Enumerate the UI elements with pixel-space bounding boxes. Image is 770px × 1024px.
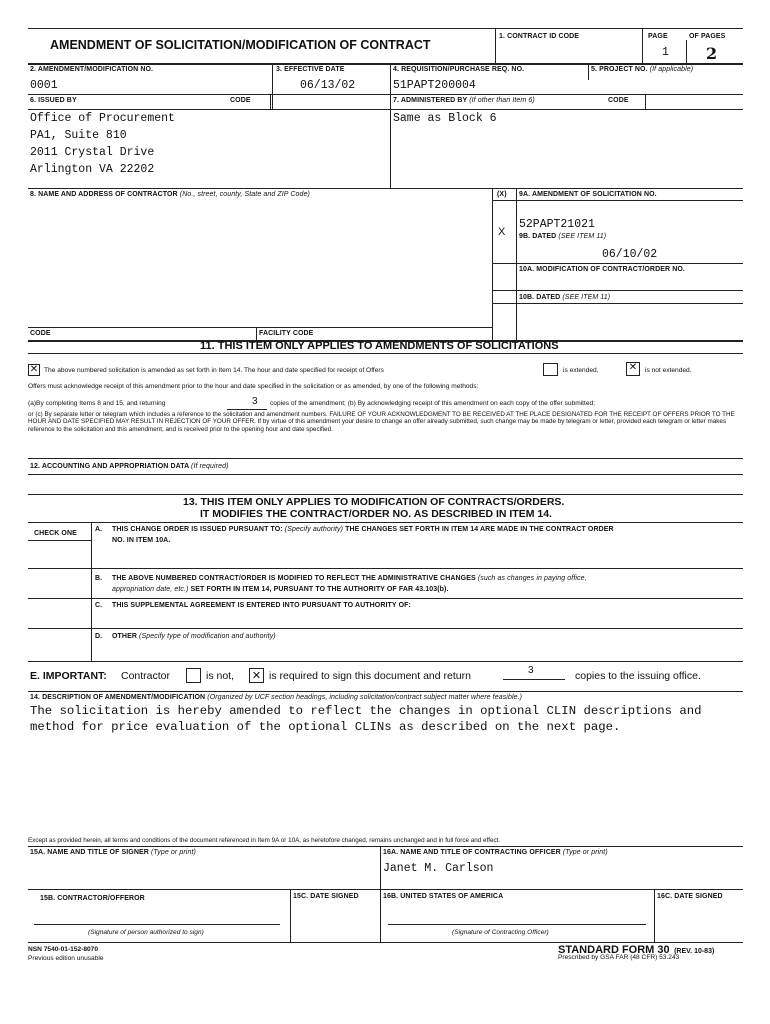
item-11-copies-value: 3 xyxy=(252,396,258,407)
issued-code-label: CODE xyxy=(230,97,251,104)
item-13-a-text: THIS CHANGE ORDER IS ISSUED PURSUANT TO: (Specify authority) THE CHANGES SET FORTH IN ITEM 14 ARE MADE IN THE CONTRACT ORDER xyxy=(112,526,614,533)
signature-officer-caption: (Signature of Contracting Officer) xyxy=(452,929,549,936)
effective-date-label: 3. EFFECTIVE DATE xyxy=(276,66,345,73)
accounting-label: 12. ACCOUNTING AND APPROPRIATION DATA (If required) xyxy=(30,463,229,470)
check-one-label: CHECK ONE xyxy=(34,530,77,537)
amendment-solicitation-value: 52PAPT21021 xyxy=(519,218,595,231)
description-line-2: method for price evaluation of the optional CLINs as described on the next page. xyxy=(30,720,621,734)
signer-name-label: 15A. NAME AND TITLE OF SIGNER (Type or print) xyxy=(30,849,196,856)
contractor-offeror-label: 15B. CONTRACTOR/OFFEROR xyxy=(40,895,145,902)
contractor-date-signed-label: 15C. DATE SIGNED xyxy=(293,893,359,900)
item-11-line2: Offers must acknowledge receipt of this amendment prior to the hour and date specified in the solicitation or as amended, by one of the following methods: xyxy=(28,383,479,390)
item-13-b-letter: B. xyxy=(95,575,103,582)
amendment-no-value: 0001 xyxy=(30,79,58,92)
item-13-d-letter: D. xyxy=(95,633,103,640)
officer-name-label: 16A. NAME AND TITLE OF CONTRACTING OFFICER (Type or print) xyxy=(383,849,608,856)
important-label: E. IMPORTANT: xyxy=(30,670,107,682)
project-no-label: 5. PROJECT NO. (If applicable) xyxy=(591,66,694,73)
requisition-value: 51PAPT200004 xyxy=(393,79,476,92)
total-pages: 2 xyxy=(706,44,718,63)
officer-date-signed-label: 16C. DATE SIGNED xyxy=(657,893,723,900)
is-not-checkbox[interactable] xyxy=(186,668,201,683)
description-line-1: The solicitation is hereby amended to reflect the changes in optional CLIN descriptions and xyxy=(30,704,702,718)
is-not-label: is not, xyxy=(206,670,235,682)
item-11-amended-checkbox[interactable]: ✕ xyxy=(29,364,39,375)
form-title: AMENDMENT OF SOLICITATION/MODIFICATION OF CONTRACT xyxy=(50,38,431,52)
prescribed-by: Prescribed by GSA FAR (48 CFR) 53.243 xyxy=(558,954,680,961)
important-contractor: Contractor xyxy=(121,670,171,682)
item-11-heading: 11. THIS ITEM ONLY APPLIES TO AMENDMENTS OF SOLICITATIONS xyxy=(200,340,559,352)
item-13-heading-1: 13. THIS ITEM ONLY APPLIES TO MODIFICATION OF CONTRACTS/ORDERS. xyxy=(183,496,565,508)
contract-id-label: 1. CONTRACT ID CODE xyxy=(499,33,580,40)
of-pages-label: OF PAGES xyxy=(689,33,726,40)
item-9-check-mark: X xyxy=(498,226,506,238)
administered-code-label: CODE xyxy=(608,97,629,104)
item-13-c-letter: C. xyxy=(95,602,103,609)
effective-date-value: 06/13/02 xyxy=(300,79,356,92)
not-extended-label: is not extended. xyxy=(645,367,692,374)
contractor-code-label: CODE xyxy=(30,330,51,337)
is-required-label: is required to sign this document and return xyxy=(269,670,471,682)
item-13-b-text: THE ABOVE NUMBERED CONTRACT/ORDER IS MODIFIED TO REFLECT THE ADMINISTRATIVE CHANGES (such as changes in paying office, xyxy=(112,575,587,582)
item-13-c-text: THIS SUPPLEMENTAL AGREEMENT IS ENTERED INTO PURSUANT TO AUTHORITY OF: xyxy=(112,602,411,609)
extended-label: is extended, xyxy=(563,367,599,374)
amendment-no-label: 2. AMENDMENT/MODIFICATION NO. xyxy=(30,66,154,73)
signature-person-caption: (Signature of person authorized to sign) xyxy=(88,929,204,936)
modification-contract-label: 10A. MODIFICATION OF CONTRACT/ORDER NO. xyxy=(519,266,685,273)
dated-9b-value: 06/10/02 xyxy=(602,248,658,261)
amendment-solicitation-label: 9A. AMENDMENT OF SOLICITATION NO. xyxy=(519,191,657,198)
return-copies-value: 3 xyxy=(528,665,534,676)
issued-by-label: 6. ISSUED BY xyxy=(30,97,77,104)
extended-checkbox[interactable] xyxy=(543,363,558,376)
item-11-line1: The above numbered solicitation is amended as set forth in Item 14. The hour and date specified for receipt of Offers xyxy=(44,367,384,374)
item-13-a-text-2: NO. IN ITEM 10A. xyxy=(112,537,171,544)
description-label: 14. DESCRIPTION OF AMENDMENT/MODIFICATION (Organized by UCF section headings, including solicitation/contract subject matter where feasible.) xyxy=(30,694,523,701)
item-13-a-letter: A. xyxy=(95,526,103,533)
contractor-label: 8. NAME AND ADDRESS OF CONTRACTOR (No., street, county, State and ZIP Code) xyxy=(30,191,310,198)
dated-10b-label: 10B. DATED (SEE ITEM 11) xyxy=(519,294,611,301)
dated-9b-label: 9B. DATED (SEE ITEM 11) xyxy=(519,233,607,240)
x-column-header: (X) xyxy=(497,191,507,198)
item-13-b-text-2: appropriation date, etc.) SET FORTH IN ITEM 14, PURSUANT TO THE AUTHORITY OF FAR 43.103(b). xyxy=(112,586,449,593)
is-required-checkbox[interactable]: ✕ xyxy=(249,668,264,683)
item-13-heading-2: IT MODIFIES THE CONTRACT/ORDER NO. AS DESCRIBED IN ITEM 14. xyxy=(200,508,552,520)
item-11-line3b: copies of the amendment; (b) By acknowledging receipt of this amendment on each copy of the offer submitted; xyxy=(270,400,595,407)
nsn-number: NSN 7540-01-152-8070 xyxy=(28,946,99,953)
not-extended-checkbox[interactable]: ✕ xyxy=(626,362,640,376)
item-11-line3a: (a)By completing Items 8 and 15, and returning xyxy=(28,400,166,407)
administered-by-value: Same as Block 6 xyxy=(393,112,497,125)
officer-name-value: Janet M. Carlson xyxy=(383,862,494,875)
standard-form-title: STANDARD FORM 30 (REV. 10-83) xyxy=(558,944,715,956)
page-label: PAGE xyxy=(648,33,668,40)
requisition-label: 4. REQUISITION/PURCHASE REQ. NO. xyxy=(393,66,525,73)
return-copies-tail: copies to the issuing office. xyxy=(575,670,701,682)
previous-edition: Previous edition unusable xyxy=(28,955,104,962)
except-clause: Except as provided herein, all terms and conditions of the document referenced in Item 9A or 10A, as heretofore changed, remains unchanged and in full force and effect. xyxy=(28,837,501,844)
facility-code-label: FACILITY CODE xyxy=(259,330,314,337)
item-13-d-text: OTHER (Specify type of modification and authority) xyxy=(112,633,276,640)
page-number: 1 xyxy=(662,46,669,59)
administered-by-label: 7. ADMINISTERED BY (If other than Item 6) xyxy=(393,97,535,104)
item-11-paragraph: or (c) By separate letter or telegram which includes a reference to the solicitation and amendment numbers. FAILURE OF YOUR ACKNOWLEDGMENT TO BE RECEIVED AT THE PLACE DESIGNATED FOR THE RECEIPT OF OFFERS PRIOR TO THE HOUR AND DATE SPECIFIED MAY RESULT IN REJECTION OF YOUR OFFER. If by virtue of this amendment your desire to change an offer already submitted, such change may be made by telegram or letter, provided each telegram or letter makes reference to the solicitation and this amendment, and is received prior to the opening hour and date specified. xyxy=(28,411,735,433)
united-states-label: 16B. UNITED STATES OF AMERICA xyxy=(383,893,504,900)
